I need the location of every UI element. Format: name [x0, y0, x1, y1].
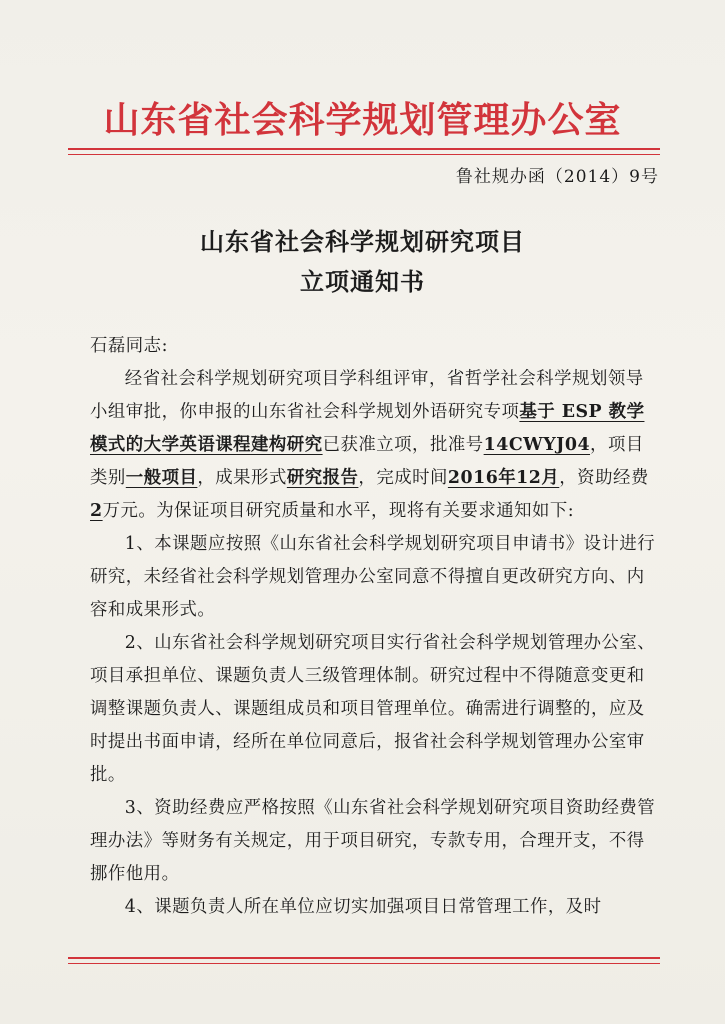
approval-text-7: 万元。为保证项目研究质量和水平，现将有关要求通知如下: [102, 501, 575, 521]
approval-text-4: ，成果形式 [197, 468, 287, 488]
requirement-item-3: 3、资助经费应严格按照《山东省社会科学规划研究项目资助经费管理办法》等财务有关规定，用于项目研究，专款专用，合理开支，不得挪作他用。 [90, 798, 656, 884]
document-title-line2: 立项通知书 [300, 267, 425, 296]
salutation: 石磊同志: [90, 336, 168, 356]
letterhead-org-name: 山东省社会科学规划管理办公室 [103, 99, 622, 141]
paragraph-approval [90, 363, 660, 528]
result-form: 研究报告 [286, 468, 359, 488]
footer-rule-thick [68, 957, 660, 959]
document-number: 鲁社规办函（2014）9号 [455, 167, 659, 187]
requirement-item-4: 4、课题负责人所在单位应切实加强项目日常管理工作，及时 [124, 897, 602, 917]
approval-number: 14CWYJ04 [483, 435, 591, 455]
requirement-item-1: 1、本课题应按照《山东省社会科学规划研究项目申请书》设计进行研究，未经省社会科学规划管理办公室同意不得擅自更改研究方向、内容和成果形式。 [90, 534, 656, 620]
project-category: 一般项目 [125, 468, 198, 488]
funding-amount: 2 [90, 501, 103, 521]
completion-date: 2016年12月 [447, 468, 560, 488]
project-name: 基于 ESP 教学模式的大学英语课程建构研究 [90, 402, 645, 455]
requirement-item-2: 2、山东省社会科学规划研究项目实行省社会科学规划管理办公室、项目承担单位、课题负责人三级管理体制。研究过程中不得随意变更和调整课题负责人、课题组成员和项目管理单位。确需进行调整的，应及时提出书面申请，经所在单位同意后，报省社会科学规划管理办公室审批。 [90, 633, 656, 785]
approval-text-3: ，项目类别 [90, 435, 644, 488]
letterhead-rule-thick [68, 148, 660, 150]
letterhead-rule-thin [68, 154, 660, 155]
approval-text-2: 已获准立项，批准号 [322, 435, 484, 455]
document-title-line1: 山东省社会科学规划研究项目 [200, 227, 525, 256]
footer-rule-thin [68, 963, 660, 964]
approval-text-6: ，资助经费 [559, 468, 649, 488]
approval-text-5: ，完成时间 [358, 468, 448, 488]
notice-body [90, 330, 660, 924]
approval-text-1: 经省社会科学规划研究项目学科组评审，省哲学社会科学规划领导小组审批，你申报的山东省社会科学规划外语研究专项 [90, 369, 644, 422]
